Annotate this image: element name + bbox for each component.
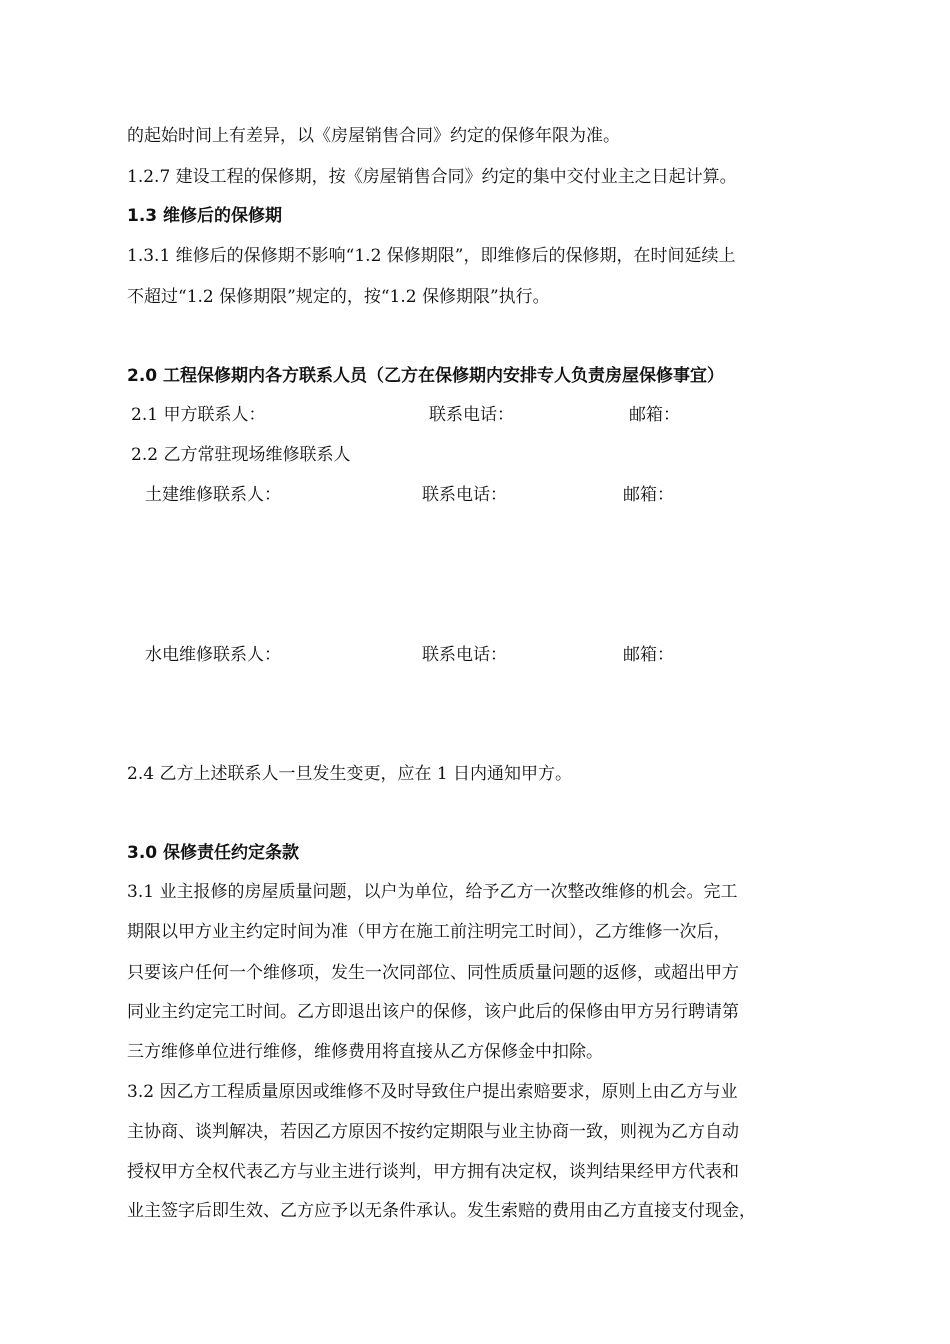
paragraph-line: 期限以甲方业主约定时间为准（甲方在施工前注明完工时间），乙方维修一次后， [127,922,731,942]
civil-repair-contact-label: 土建维修联系人： [145,485,281,505]
civil-repair-phone-label: 联系电话： [422,485,507,505]
party-b-contact-heading: 2.2 乙方常驻现场维修联系人 [131,445,351,465]
paragraph-line: 三方维修单位进行维修，维修费用将直接从乙方保修金中扣除。 [127,1042,603,1062]
paragraph-line: 只要该户任何一个维修项，发生一次同部位、同性质质量问题的返修，或超出甲方 [127,963,739,983]
section-heading-2-0: 2.0 工程保修期内各方联系人员（乙方在保修期内安排专人负责房屋保修事宜） [127,366,725,386]
section-heading-1-3: 1.3 维修后的保修期 [127,206,283,226]
water-electric-phone-label: 联系电话： [422,645,507,665]
paragraph-line: 的起始时间上有差异，以《房屋销售合同》约定的保修年限为准。 [127,126,620,146]
paragraph-line: 3.2 因乙方工程质量原因或维修不及时导致住户提出索赔要求，原则上由乙方与业 [127,1082,738,1102]
paragraph-line: 2.4 乙方上述联系人一旦发生变更，应在 1 日内通知甲方。 [127,764,573,784]
water-electric-email-label: 邮箱： [623,645,674,665]
paragraph-line: 授权甲方全权代表乙方与业主进行谈判，甲方拥有决定权，谈判结果经甲方代表和 [127,1162,739,1182]
paragraph-line: 同业主约定完工时间。乙方即退出该户的保修，该户此后的保修由甲方另行聘请第 [127,1002,739,1022]
section-heading-3-0: 3.0 保修责任约定条款 [127,843,300,863]
paragraph-line: 1.2.7 建设工程的保修期，按《房屋销售合同》约定的集中交付业主之日起计算。 [127,167,737,187]
party-a-phone-label: 联系电话： [429,405,514,425]
civil-repair-email-label: 邮箱： [623,485,674,505]
party-a-email-label: 邮箱： [629,405,680,425]
party-a-contact-label: 2.1 甲方联系人： [131,405,266,425]
paragraph-line: 1.3.1 维修后的保修期不影响“1.2 保修期限”，即维修后的保修期，在时间延续上 [127,246,736,266]
paragraph-line: 业主签字后即生效、乙方应予以无条件承认。发生索赔的费用由乙方直接支付现金， [127,1201,756,1221]
water-electric-contact-label: 水电维修联系人： [145,645,281,665]
paragraph-line: 3.1 业主报修的房屋质量问题，以户为单位，给予乙方一次整改维修的机会。完工 [127,882,738,902]
paragraph-line: 主协商、谈判解决，若因乙方原因不按约定期限与业主协商一致，则视为乙方自动 [127,1122,739,1142]
paragraph-line: 不超过“1.2 保修期限”规定的，按“1.2 保修期限”执行。 [127,287,550,307]
